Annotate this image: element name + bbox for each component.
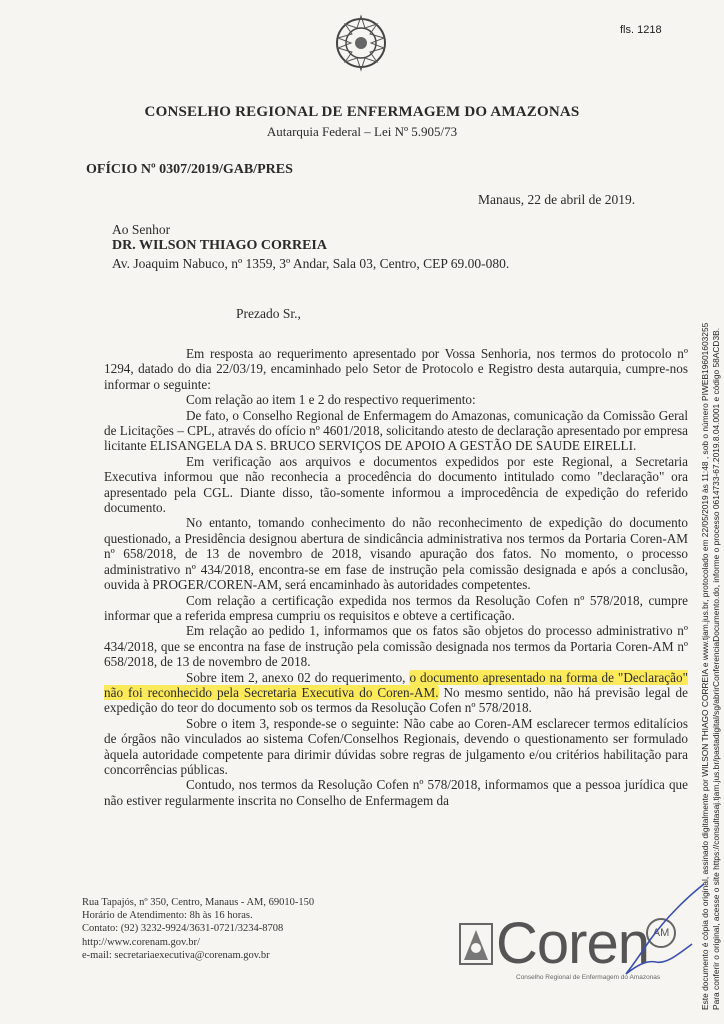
greeting: Prezado Sr., [236, 306, 301, 321]
paragraph-3: De fato, o Conselho Regional de Enfermagem do Amazonas, comunicação da Comissão Geral de Licitações – CPL, através do ofício nº 4601/2018, solicitando atesto de declaração apresentado por empresa licitante ELISANGELA DA S. BRUCO SERVIÇOS DE APOIO A GESTÃO DE SAUDE EIRELLI. [104, 407, 688, 454]
footer-phone: Contato: (92) 3232-9924/3631-0721/3234-8708 [82, 923, 284, 935]
paragraph-1: Em resposta ao requerimento apresentado por Vossa Senhoria, nos termos do protocolo nº 1294, datado do dia 22/03/19, encaminhado pelo Setor de Protocolo e Registro desta autarquia, cumpre-nos informar o seguinte: [104, 346, 688, 392]
addressee-salutation: Ao Senhor [112, 222, 171, 237]
paragraph-5: No entanto, tomando conhecimento do não reconhecimento de expedição do documento questionado, a Presidência designou abertura de sindicância administrativa nos termos da Portaria Coren-AM nº 658/2018, de 13 de novembro de 2018, visando apuração dos fatos. No momento, o processo administrativo nº 434/2018, encontra-se em fase de instrução pela comissão designada e após a conclusão, ouvida à PROGER/COREN-AM, será encaminhado às autoridades competentes. [104, 515, 688, 593]
paragraph-8-end: No mesmo sentido, não há previsão legal de expedição do teor do documento sob os termos da Resolução Cofen nº 578/2018. [104, 684, 688, 716]
paragraph-8 [104, 670, 688, 716]
page-number: fls. 1218 [620, 24, 662, 36]
footer-website: http://www.corenam.gov.br/ [82, 936, 200, 948]
addressee-address: Av. Joaquim Nabuco, nº 1359, 3º Andar, Sala 03, Centro, CEP 69.00-080. [112, 256, 510, 271]
paragraph-10: Contudo, nos termos da Resolução Cofen nº 578/2018, informamos que a pessoa jurídica que não estiver regularmente inscrita no Conselho de Enfermagem da [104, 777, 688, 808]
letter-date: Manaus, 22 de abril de 2019. [478, 192, 636, 207]
letter-body [104, 346, 688, 808]
paragraph-2: Com relação ao item 1 e 2 do respectivo requerimento: [186, 392, 476, 408]
paragraph-4: Em verificação aos arquivos e documentos expedidos por este Regional, a Secretaria Executiva informou que não reconhecia a procedência do documento intitulado como "declaração" ora apresentado pela CGL. Diante disso, tão-somente informou a improcedência de expedição do referido documento. [104, 453, 688, 516]
footer-contact [82, 896, 314, 962]
highlighted-text: o documento apresentado na forma de "Declaração" não foi reconhecido pela Secretaria Executiva do Coren-AM. [104, 669, 688, 700]
footer-address: Rua Tapajós, nº 350, Centro, Manaus - AM, 69010-150 [82, 897, 315, 908]
logo-tagline: Conselho Regional de Enfermagem do Amazonas [516, 974, 661, 981]
footer-email: e-mail: secretariaexecutiva@corenam.gov.br [82, 949, 270, 961]
coren-emblem-icon [456, 920, 496, 968]
stamp-line-1: Este documento é cópia do original, assinado digitalmente por WILSON THIAGO CORREIA e www.tjam.jus.br, protocolado em 22/05/2019 às 11:48 , sob o número PIWEB19601603255 [700, 322, 710, 1010]
paragraph-9: Sobre o item 3, responde-se o seguinte: Não cabe ao Coren-AM esclarecer termos editalícios de órgãos não vinculados ao sistema Cofen/Conselhos Regionais, devendo o questionamento ser formulado àquela autoridade competente para dirimir dúvidas sobre regras de julgamento e/ou critérios habilitação para concorrências públicas. [104, 715, 688, 777]
organization-name: CONSELHO REGIONAL DE ENFERMAGEM DO AMAZONAS [144, 104, 580, 120]
organization-subtitle: Autarquia Federal – Lei Nº 5.905/73 [266, 124, 458, 139]
paragraph-6: Com relação a certificação expedida nos termos da Resolução Cofen nº 578/2018, cumpre informar que a referida empresa cumpriu os requisitos e obteve a certificação. [104, 592, 688, 623]
logo-am-badge: AM [646, 918, 676, 948]
stamp-line-2: Para conferir o original, acesse o site https://consultasaj.tjam.jus.br/pastadigital/sg/abrirConferenciaDocumento.do, informe o processo 0614733-67.2019.8.04.0001 e código 58ACD3B. [710, 327, 721, 1010]
coat-of-arms-seal [330, 12, 392, 74]
logo-wordmark: Coren [496, 911, 649, 976]
oficio-number: OFÍCIO Nº 0307/2019/GAB/PRES [86, 162, 293, 177]
digital-signature-stamp [700, 323, 721, 1010]
addressee-name: DR. WILSON THIAGO CORREIA [112, 238, 327, 253]
paragraph-7: Em relação ao pedido 1, informamos que os fatos são objetos do processo administrativo nº 434/2018, que se encontra na fase de instrução pela comissão designada nos termos da Portaria Coren-AM nº 658/2018, de 13 de novembro de 2018. [104, 623, 688, 670]
paragraph-8-start: Sobre item 2, anexo 02 do requerimento, [186, 669, 410, 685]
footer-hours: Horário de Atendimento: 8h às 16 horas. [82, 910, 253, 922]
